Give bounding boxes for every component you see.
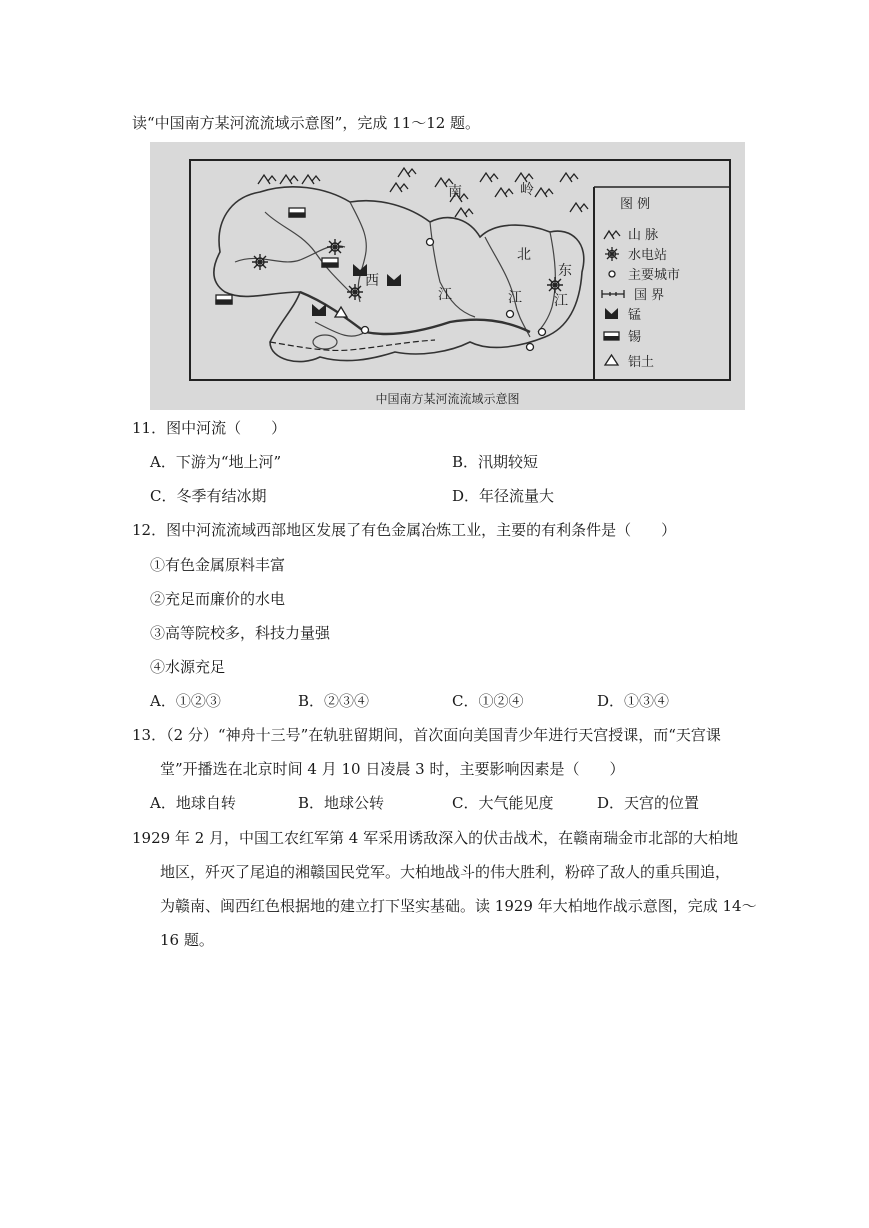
q11-option-a: A．下游为“地上河”: [150, 453, 282, 471]
q12-option-c: C．①②④: [452, 692, 524, 710]
passage-line: 地区，歼灭了尾追的湘赣国民党军。大柏地战斗的伟大胜利，粉碎了敌人的重兵围追，: [160, 863, 731, 881]
mountain-range: [258, 168, 588, 217]
intro-text: 读“中国南方某河流流域示意图”，完成 11～12 题。: [132, 114, 481, 132]
q13-stem-line2: 堂”开播选在北京时间 4 月 10 日凌晨 3 时，主要影响因素是（ ）: [160, 760, 625, 778]
label-bei: 北: [517, 247, 531, 263]
mountain-icon: [604, 231, 620, 239]
q13-stem-line1: 13．（2 分）“神舟十三号”在轨驻留期间，首次面向美国青少年进行天宫授课，而“天宫课: [132, 726, 721, 744]
q12-item: ④水源充足: [150, 658, 226, 676]
legend-label: 锡: [628, 330, 642, 345]
q11-stem: 11．图中河流（ ）: [132, 419, 287, 437]
legend-label: 主要城市: [628, 268, 681, 283]
q12-stem: 12．图中河流流域西部地区发展了有色金属冶炼工业，主要的有利条件是（ ）: [132, 521, 677, 539]
hydropower-icon: [605, 247, 619, 261]
basin-boundary: [214, 187, 584, 362]
river-basin-map: [150, 142, 745, 410]
q13-option-d: D．天宫的位置: [597, 794, 700, 812]
label-ling: 岭: [520, 182, 534, 198]
legend-label: 国 界: [634, 288, 665, 303]
label-nan: 南: [448, 184, 462, 200]
passage-line: 16 题。: [160, 931, 214, 949]
q13-option-b: B．地球公转: [298, 794, 385, 812]
legend-label: 铝土: [628, 355, 655, 370]
legend-label: 山 脉: [628, 228, 659, 243]
q11-option-b: B．汛期较短: [452, 453, 539, 471]
q12-option-d: D．①③④: [597, 692, 670, 710]
q13-option-c: C．大气能见度: [452, 794, 554, 812]
legend-label: 水电站: [628, 248, 668, 263]
q13-option-a: A．地球自转: [150, 794, 236, 812]
label-jiang3: 江: [554, 293, 568, 309]
map-drawing: [150, 142, 745, 410]
q11-option-c: C．冬季有结冰期: [150, 487, 267, 505]
border-icon: [602, 290, 624, 298]
passage-line: 1929 年 2 月，中国工农红军第 4 军采用诱敌深入的伏击战术，在赣南瑞金市北部的大柏地: [132, 829, 739, 847]
q11-option-d: D．年径流量大: [452, 487, 555, 505]
label-xi: 西: [365, 273, 379, 289]
q12-item: ①有色金属原料丰富: [150, 556, 286, 574]
q12-option-b: B．②③④: [298, 692, 370, 710]
map-legend: [602, 197, 680, 370]
label-jiang1: 江: [438, 287, 452, 303]
map-caption: 中国南方某河流流域示意图: [375, 392, 520, 406]
passage-line: 为赣南、闽西红色根据地的建立打下坚实基础。读 1929 年大柏地作战示意图，完成 14～: [160, 897, 757, 915]
legend-label: 锰: [628, 308, 642, 323]
label-jiang2: 江: [508, 290, 522, 306]
q12-option-a: A．①②③: [150, 692, 221, 710]
tin-icon: [604, 332, 619, 340]
label-dong: 东: [558, 263, 572, 279]
legend-title: 图 例: [620, 197, 651, 212]
q12-item: ③高等院校多，科技力量强: [150, 624, 331, 642]
q12-item: ②充足而廉价的水电: [150, 590, 286, 608]
bauxite-icon: [605, 355, 618, 365]
manganese-icon: [605, 308, 618, 319]
city-icon: [609, 271, 615, 277]
tin-markers: [216, 208, 338, 304]
